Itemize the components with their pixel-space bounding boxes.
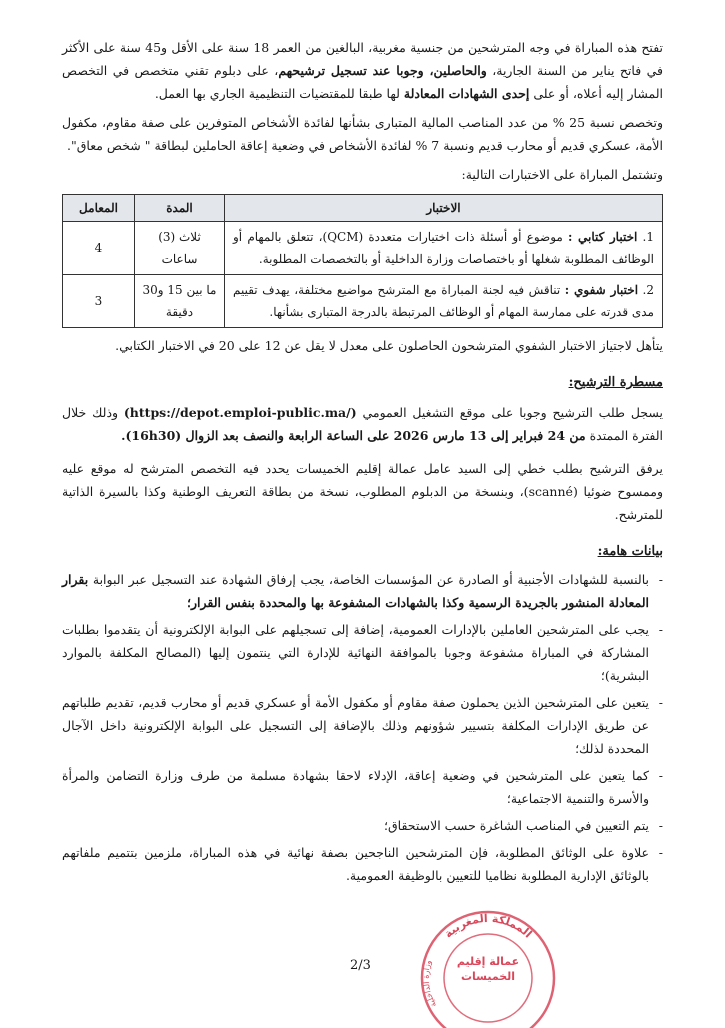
- written-duration-cell: ثلاث (3) ساعات: [135, 222, 225, 275]
- oral-test-cell: 2. اختبار شفوي : تناقش فيه لجنة المباراة مع المترشح مواضيع مختلفة، يهدف تقييم مدى قدرته على ممارسة المهام أو الوظائف المرتبطة بالدرجة المتبارى بشأنها.: [225, 275, 663, 328]
- header-coefficient: المعامل: [63, 195, 135, 222]
- stamp-side-text: وزارة الداخلية: [421, 959, 439, 1009]
- written-test-cell: 1. اختبار كتابي : موضوع أو أسئلة ذات اختيارات متعددة (QCM)، تتعلق بالمهام أو الوظائف المطلوبة شغلها أو باختصاصات وزارة الداخلية أو بالتخصصات المطلوبة.: [225, 222, 663, 275]
- application-url[interactable]: (https://depot.emploi-public.ma/): [123, 405, 357, 420]
- list-item: - يتعين على المترشحين الذين يحملون صفة مقاوم أو مكفول الأمة أو عسكري قديم أو محارب قديم، تقديم طلباتهم عن طريق الإدارات المكلفة بتسيير شؤونهم وذلك بالإضافة إلى التسجيل على البوابة الإلكترونية داخل الآجال المحددة لذلك؛: [62, 691, 649, 760]
- eligibility-paragraph: تفتح هذه المباراة في وجه المترشحين من جنسية مغربية، البالغين من العمر 18 سنة على الأقل و45 سنة على الأكثر في فاتح يناير من السنة الجارية، والحاصلين، وجوبا عند تسجيل ترشيحهم، على دبلوم تقني متخصص في التخصص المشار إليه أعلاه، أو على إحدى الشهادات المعادلة لها طبقا للمقتضيات التنظيمية الجاري بها العمل.: [62, 40, 664, 101]
- table-row: [63, 222, 663, 275]
- exams-table: [62, 194, 663, 328]
- header-duration: المدة: [135, 195, 225, 222]
- list-item: - علاوة على الوثائق المطلوبة، فإن المترشحين الناجحين بصفة نهائية في هذه المباراة، ملزمين بتتميم ملفاتهم بالوثائق الإدارية المطلوبة نظاميا للتعيين بالوظيفة العمومية.: [62, 841, 649, 887]
- oral-condition-paragraph: يتأهل لاجتياز الاختبار الشفوي المترشحون الحاصلون على معدل لا يقل عن 12 على 20 في الاختبار الكتابي.: [115, 338, 663, 353]
- list-item: - يتم التعيين في المناصب الشاغرة حسب الاستحقاق؛: [62, 814, 649, 837]
- stamp-top-text: المملكة المغربية: [441, 911, 535, 941]
- official-stamp: [418, 898, 558, 1028]
- notes-heading: بيانات هامة:: [597, 544, 663, 559]
- exams-intro: وتشتمل المباراة على الاختبارات التالية:: [461, 167, 663, 182]
- oral-duration-cell: ما بين 15 و30 دقيقة: [135, 275, 225, 328]
- written-coefficient-cell: 4: [63, 222, 135, 275]
- header-test: الاختبار: [225, 195, 663, 222]
- application-heading: مسطرة الترشيح:: [568, 375, 663, 390]
- list-item: - بالنسبة للشهادات الأجنبية أو الصادرة عن المؤسسات الخاصة، يجب إرفاق الشهادة عند التسجيل عبر البوابة بقرار المعادلة المنشور بالجريدة الرسمية وكذا بالشهادات المشفوعة بها والمحددة بنفس القرار؛: [62, 568, 649, 614]
- application-documents-paragraph: يرفق الترشيح بطلب خطي إلى السيد عامل عمالة إقليم الخميسات يحدد فيه التخصص المترشح له موقع عليه وممسوح ضوئيا (scanné)، وبنسخة من الدبلوم المطلوب، نسخة من بطاقة التعريف الوطنية وكذا بالسيرة الذاتية للمترشح.: [62, 461, 663, 522]
- list-item: - يجب على المترشحين العاملين بالإدارات العمومية، إضافة إلى تسجيلهم على البوابة الإلكترونية أن يتقدموا بطلبات المشاركة في المباراة مشفوعة وجوبا بالموافقة النهائية للإدارة التي ينتمون إليها (المصالح المكلفة بالموارد البشرية)؛: [62, 618, 649, 687]
- exams-table-header: [63, 195, 663, 222]
- table-row: [63, 275, 663, 328]
- page-number: 2/3: [350, 958, 371, 973]
- list-item: - كما يتعين على المترشحين في وضعية إعاقة، الإدلاء لاحقا بشهادة مسلمة من طرف وزارة التضامن والمرأة والأسرة والتنمية الاجتماعية؛: [62, 764, 649, 810]
- notes-list: [62, 568, 663, 887]
- stamp-center-text: عمالة إقليم الخميسات: [456, 955, 520, 983]
- quota-paragraph: وتخصص نسبة 25 % من عدد المناصب المالية المتبارى بشأنها لفائدة الأشخاص المتوفرين على صفة مقاوم، مكفول الأمة، عسكري قديم أو محارب قديم ونسبة 7 % لفائدة الأشخاص في وضعية إعاقة الحاملين لبطاقة " شخص معاق".: [62, 115, 663, 153]
- application-paragraph: يسجل طلب الترشيح وجوبا على موقع التشغيل العمومي (https://depot.emploi-public.ma/) وذلك خلال الفترة الممتدة من 24 فبراير إلى 13 مارس 2026 على الساعة الرابعة والنصف بعد الزوال (16h30).: [62, 405, 663, 443]
- oral-coefficient-cell: 3: [63, 275, 135, 328]
